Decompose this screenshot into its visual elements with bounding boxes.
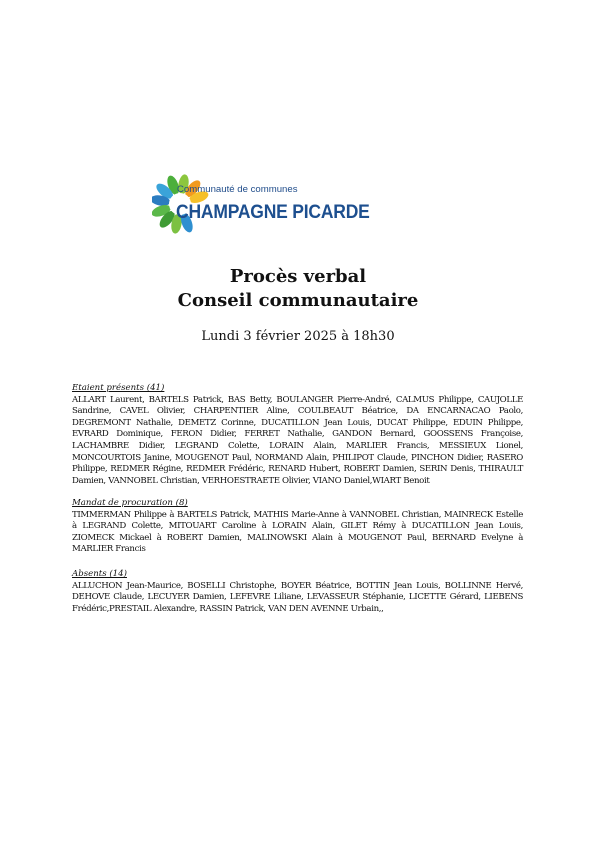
absent-section xyxy=(72,569,523,615)
present-heading: Etaient présents (41) xyxy=(72,383,165,393)
logo-subtitle: Communauté de communes xyxy=(177,184,298,195)
logo-name: CHAMPAGNE PICARDE xyxy=(176,200,370,223)
proxy-section xyxy=(72,498,523,556)
proxy-heading: Mandat de procuration (8) xyxy=(72,498,188,508)
document-title: Procès verbal xyxy=(229,266,367,287)
proxy-list: TIMMERMAN Philippe à BARTELS Patrick, MATHIS Marie-Anne à VANNOBEL Christian, MAINRECK Estelle à LEGRAND Colette, MITOUART Caroline à LORAIN Alain, GILET Rémy à DUCATILLON Jean Louis, ZIOMECK Mickael à ROBERT Damien, MALINOWSKI Alain à MOUGENOT Paul, BERNARD Evelyne à MARLIER Francis xyxy=(72,509,523,555)
absent-heading: Absents (14) xyxy=(72,569,127,579)
present-section xyxy=(72,383,523,487)
document-subtitle: Conseil communautaire xyxy=(177,290,419,311)
present-list: ALLART Laurent, BARTELS Patrick, BAS Betty, BOULANGER Pierre-André, CALMUS Philippe, CAUJOLLE Sandrine, CAVEL Olivier, CHARPENTIER Aline, COULBEAUT Béatrice, DA ENCARNACAO Paolo, DEGREMONT Nathalie, DEMETZ Corinne, DUCATILLON Jean Louis, DUCAT Philippe, EDUIN Philippe, EVRARD Dominique, FERON Didier, FERRET Nathalie, GANDON Bernard, GOOSSENS Françoise, LACHAMBRE Didier, LEGRAND Colette, LORAIN Alain, MARLIER Francis, MESSIEUX Lionel, MONCOURTOIS Janine, MOUGENOT Paul, NORMAND Alain, PHILIPOT Claude, PINCHON Didier, RASERO Philippe, REDMER Régine, REDMER Frédéric, RENARD Hubert, ROBERT Damien, SERIN Denis, THIRAULT Damien, VANNOBEL Christian, VERHOESTRAETE Olivier, VIANO Daniel,WIART Benoit xyxy=(72,394,523,486)
logo xyxy=(152,172,372,236)
meeting-date: Lundi 3 février 2025 à 18h30 xyxy=(201,329,395,344)
absent-list: ALLUCHON Jean-Maurice, BOSELLI Christophe, BOYER Béatrice, BOTTIN Jean Louis, BOLLINNE Hervé, DEHOVE Claude, LECUYER Damien, LEFEVRE Liliane, LEVASSEUR Stéphanie, LICETTE Gérard, LIEBENS Frédéric,PRESTAIL Alexandre, RASSIN Patrick, VAN DEN AVENNE Urbain,, xyxy=(72,580,523,614)
